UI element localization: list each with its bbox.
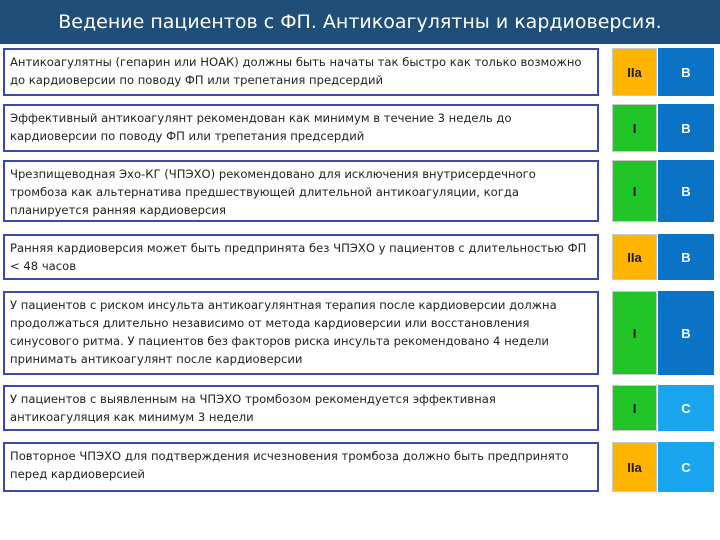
level-badge: B <box>658 234 714 280</box>
recommendation-row <box>0 234 720 280</box>
class-badge: I <box>612 385 657 431</box>
recommendation-text: Антикоагулятны (гепарин или НОАК) должны быть начаты так быстро как только возможно до кардиоверсии по поводу ФП или трепетания предсердий <box>3 48 599 96</box>
level-badge: B <box>658 291 714 375</box>
recommendation-text: Чрезпищеводная Эхо-КГ (ЧПЭХО) рекомендовано для исключения внутрисердечного тромбоза как альтернатива предшествующей длительной антикоагуляции, когда планируется ранняя кардиоверсия <box>3 160 599 222</box>
recommendation-row <box>0 291 720 375</box>
level-badge: B <box>658 160 714 222</box>
class-badge: IIa <box>612 442 657 492</box>
class-badge: I <box>612 104 657 152</box>
page-title: Ведение пациентов с ФП. Антикоагулятны и кардиоверсия. <box>0 0 720 44</box>
level-badge: B <box>658 104 714 152</box>
recommendation-row <box>0 104 720 152</box>
recommendation-row <box>0 160 720 222</box>
recommendation-text: У пациентов с риском инсульта антикоагулянтная терапия после кардиоверсии должна продолжаться длительно независимо от метода кардиоверсии или восстановления синусового ритма. У пациентов без факторов риска инсульта рекомендовано 4 недели принимать антикоагулянт после кардиоверсии <box>3 291 599 375</box>
recommendation-text: У пациентов с выявленным на ЧПЭХО тромбозом рекомендуется эффективная антикоагуляция как минимум 3 недели <box>3 385 599 431</box>
recommendation-row <box>0 385 720 431</box>
recommendation-text: Эффективный антикоагулянт рекомендован как минимум в течение 3 недель до кардиоверсии по поводу ФП или трепетания предсердий <box>3 104 599 152</box>
recommendation-text: Повторное ЧПЭХО для подтверждения исчезновения тромбоза должно быть предпринято перед кардиоверсией <box>3 442 599 492</box>
level-badge: B <box>658 48 714 96</box>
class-badge: I <box>612 160 657 222</box>
level-badge: C <box>658 385 714 431</box>
class-badge: IIa <box>612 48 657 96</box>
recommendation-row <box>0 48 720 96</box>
class-badge: I <box>612 291 657 375</box>
recommendation-text: Ранняя кардиоверсия может быть предпринята без ЧПЭХО у пациентов с длительностью ФП < 48 часов <box>3 234 599 280</box>
recommendation-row <box>0 442 720 492</box>
class-badge: IIa <box>612 234 657 280</box>
level-badge: C <box>658 442 714 492</box>
